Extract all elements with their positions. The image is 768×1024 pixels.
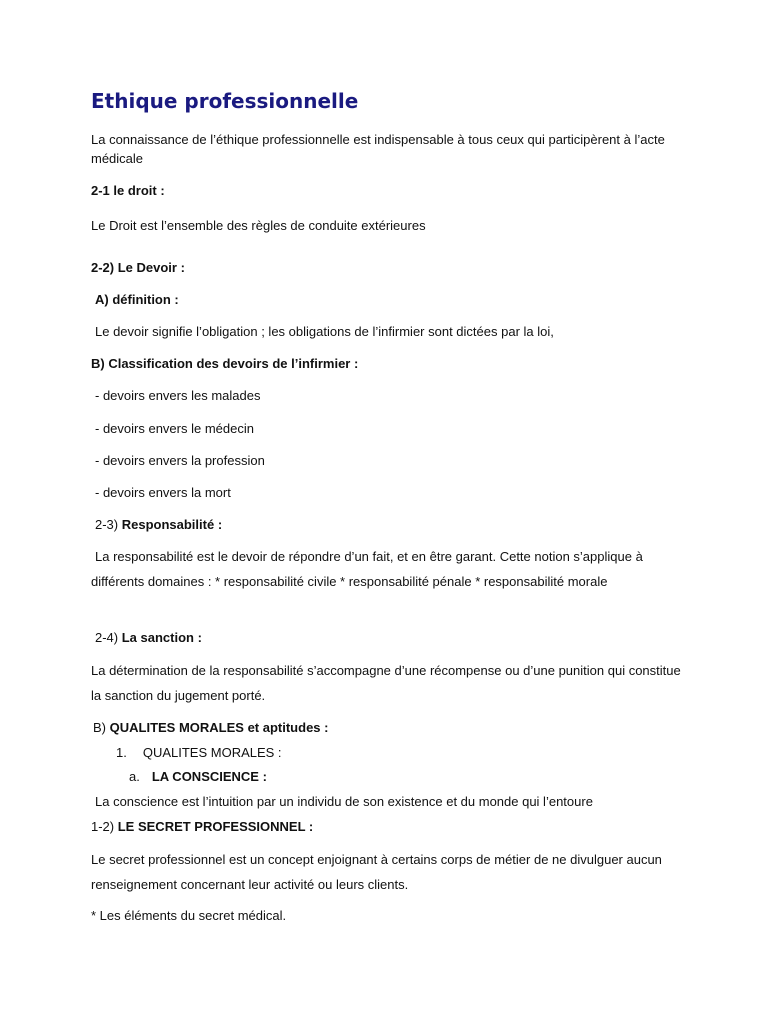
list-item-label: LA CONSCIENCE : — [151, 769, 267, 784]
intro-paragraph: La connaissance de l’éthique professionnelle est indispensable à tous ceux qui participèrent à l’acte médicale — [91, 132, 665, 166]
list-letter: a. — [129, 769, 140, 784]
list-number: 1. — [116, 745, 127, 760]
lettered-list-item — [129, 769, 267, 785]
definition-heading: A) définition : — [95, 292, 179, 307]
secret-elements: * Les éléments du secret médical. — [91, 908, 287, 923]
list-item: - devoirs envers la profession — [95, 453, 265, 468]
numbered-list-item — [116, 745, 282, 761]
droit-text: Le Droit est l’ensemble des règles de conduite extérieures — [91, 218, 426, 233]
section-title: LE SECRET PROFESSIONNEL : — [117, 819, 314, 834]
responsabilite-text: La responsabilité est le devoir de répondre d’un fait, et en être garant. Cette notion s’applique à différents domaines : * responsabilité civile * responsabilité pénale * responsabilité morale — [91, 549, 643, 589]
section-heading-sanction — [95, 630, 202, 646]
section-title: Responsabilité : — [121, 517, 223, 532]
definition-text: Le devoir signifie l’obligation ; les obligations de l’infirmier sont dictées par la loi, — [95, 324, 554, 339]
classification-heading: B) Classification des devoirs de l’infirmier : — [91, 356, 359, 371]
list-item: - devoirs envers le médecin — [95, 421, 254, 436]
conscience-text: La conscience est l’intuition par un individu de son existence et du monde qui l’entoure — [95, 794, 593, 809]
page-title: Ethique professionnelle — [91, 89, 359, 113]
list-item: - devoirs envers la mort — [95, 485, 231, 500]
section-number: 1-2) — [91, 819, 118, 834]
section-title: QUALITES MORALES et aptitudes : — [109, 720, 329, 735]
secret-text: Le secret professionnel est un concept enjoignant à certains corps de métier de ne divulguer aucun renseignement concernant leur activité ou leurs clients. — [91, 852, 662, 892]
section-number: B) — [93, 720, 110, 735]
sanction-text: La détermination de la responsabilité s’accompagne d’une récompense ou d’une punition qui constitue la sanction du jugement porté. — [91, 663, 681, 703]
list-item-label: QUALITES MORALES : — [142, 745, 282, 760]
section-heading-secret — [91, 819, 313, 835]
list-item: - devoirs envers les malades — [95, 388, 261, 403]
section-heading-responsabilite — [95, 517, 222, 533]
section-heading-droit: 2-1 le droit : — [91, 183, 165, 198]
section-number: 2-3) — [95, 517, 122, 532]
section-heading-devoir: 2-2) Le Devoir : — [91, 260, 185, 275]
section-number: 2-4) — [95, 630, 122, 645]
section-heading-qualites — [93, 720, 328, 736]
section-title: La sanction : — [121, 630, 202, 645]
